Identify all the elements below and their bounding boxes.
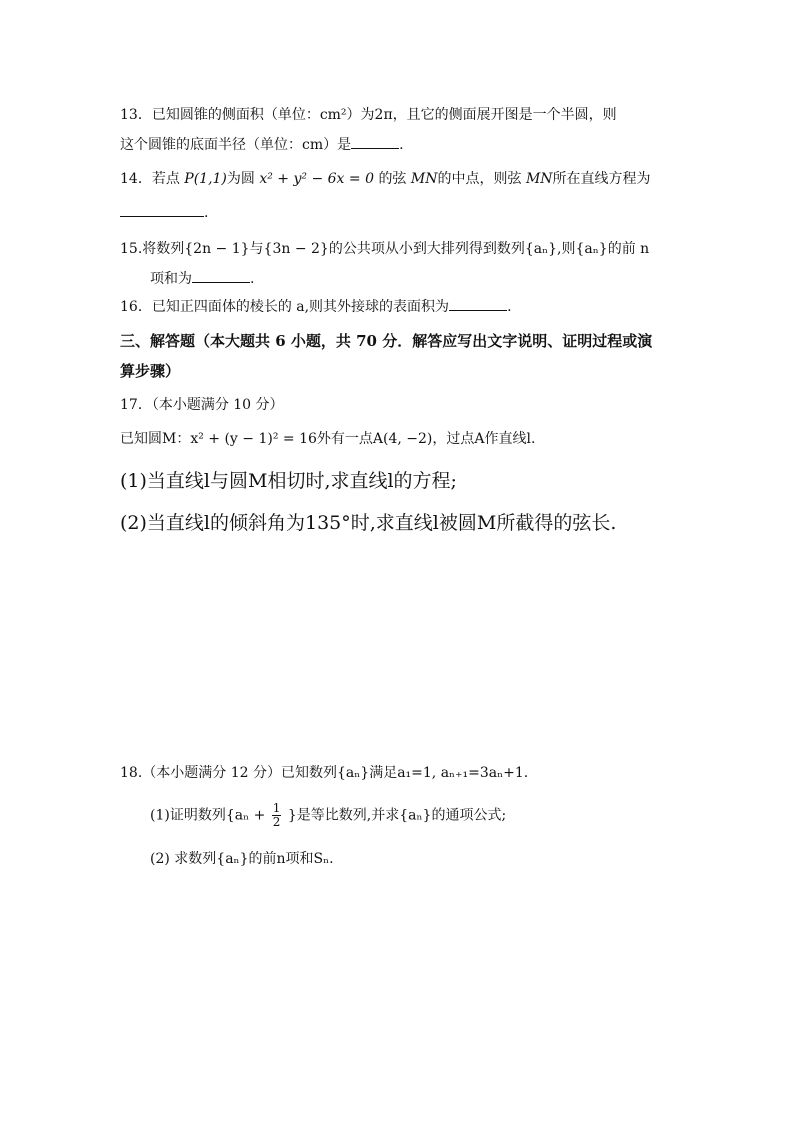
q16-answer-blank[interactable] xyxy=(449,298,507,311)
q14-mn1: MN xyxy=(410,171,438,187)
q14-line2 xyxy=(120,204,208,221)
q14-mn2: MN xyxy=(525,171,553,187)
section-heading-line2 xyxy=(120,360,180,381)
q14-end: . xyxy=(204,205,209,221)
q18-stem xyxy=(120,762,528,782)
q18-part1-suffix: }是等比数列,并求{aₙ}的通项公式; xyxy=(287,807,507,824)
q16-end: . xyxy=(507,299,512,315)
q18-fraction xyxy=(272,802,282,829)
q18-part2-text: (2) 求数列{aₙ}的前n项和Sₙ. xyxy=(150,851,334,867)
q18-part1 xyxy=(150,802,506,829)
q13-end: . xyxy=(399,137,404,153)
q18-part2 xyxy=(150,848,334,868)
q14-suffix: 所在直线方程为 xyxy=(552,171,651,187)
q15-text2: 项和为 xyxy=(150,271,192,287)
q15-end: . xyxy=(250,271,255,287)
section-heading-text1: 三、解答题（本大题共 6 小题，共 70 分．解答应写出文字说明、证明过程或演 xyxy=(120,332,653,350)
q15-line2 xyxy=(150,268,254,288)
q14-line1 xyxy=(120,168,651,188)
q16-text: 16．已知正四面体的棱长的 a,则其外接球的表面积为 xyxy=(120,299,450,315)
q17-part2 xyxy=(120,508,616,535)
q18-fraction-numerator: 1 xyxy=(272,801,281,815)
q14-mid2: 的弦 xyxy=(378,171,407,187)
q17-header xyxy=(120,394,284,414)
q17-stem xyxy=(120,428,535,448)
q15-text1: 15.将数列{2n − 1}与{3n − 2}的公共项从小到大排列得到数列{aₙ},则{aₙ}的前 n xyxy=(120,241,650,257)
q14-mid1: 为圆 xyxy=(226,171,255,187)
q13-text2: 这个圆锥的底面半径（单位：cm）是 xyxy=(120,137,352,153)
q17-header-text: 17．（本小题满分 10 分） xyxy=(120,397,284,413)
q15-line1 xyxy=(120,238,649,258)
q17-part1 xyxy=(120,466,457,493)
q16-line xyxy=(120,296,512,316)
q13-line1 xyxy=(120,104,617,124)
q17-part1-text: (1)当直线l与圆M相切时,求直线l的方程; xyxy=(120,470,457,492)
q14-circle-eq: x² + y² − 6x = 0 xyxy=(259,171,374,187)
q14-mid3: 的中点，则弦 xyxy=(437,171,522,187)
q17-part2-text: (2)当直线l的倾斜角为135°时,求直线l被圆M所截得的弦长. xyxy=(120,512,617,534)
q13-line2 xyxy=(120,134,404,154)
q14-point: P(1,1) xyxy=(184,171,227,187)
q14-answer-blank[interactable] xyxy=(120,204,204,217)
q14-prefix: 14．若点 xyxy=(120,171,180,187)
q13-answer-blank[interactable] xyxy=(351,136,399,149)
section-heading-line1 xyxy=(120,330,652,351)
section-heading-text2: 算步骤） xyxy=(120,362,181,380)
q15-answer-blank[interactable] xyxy=(192,270,250,283)
q18-fraction-denominator: 2 xyxy=(272,815,281,829)
q18-stem-text: 18.（本小题满分 12 分）已知数列{aₙ}满足a₁=1, aₙ₊₁=3aₙ+1. xyxy=(120,765,529,781)
q13-text1: 13．已知圆锥的侧面积（单位：cm²）为2π，且它的侧面展开图是一个半圆，则 xyxy=(120,107,617,123)
q17-stem-text: 已知圆M：x² + (y − 1)² = 16外有一点A(4, −2)，过点A作直线l. xyxy=(120,431,536,447)
q18-part1-prefix: (1)证明数列{aₙ + xyxy=(150,807,266,824)
